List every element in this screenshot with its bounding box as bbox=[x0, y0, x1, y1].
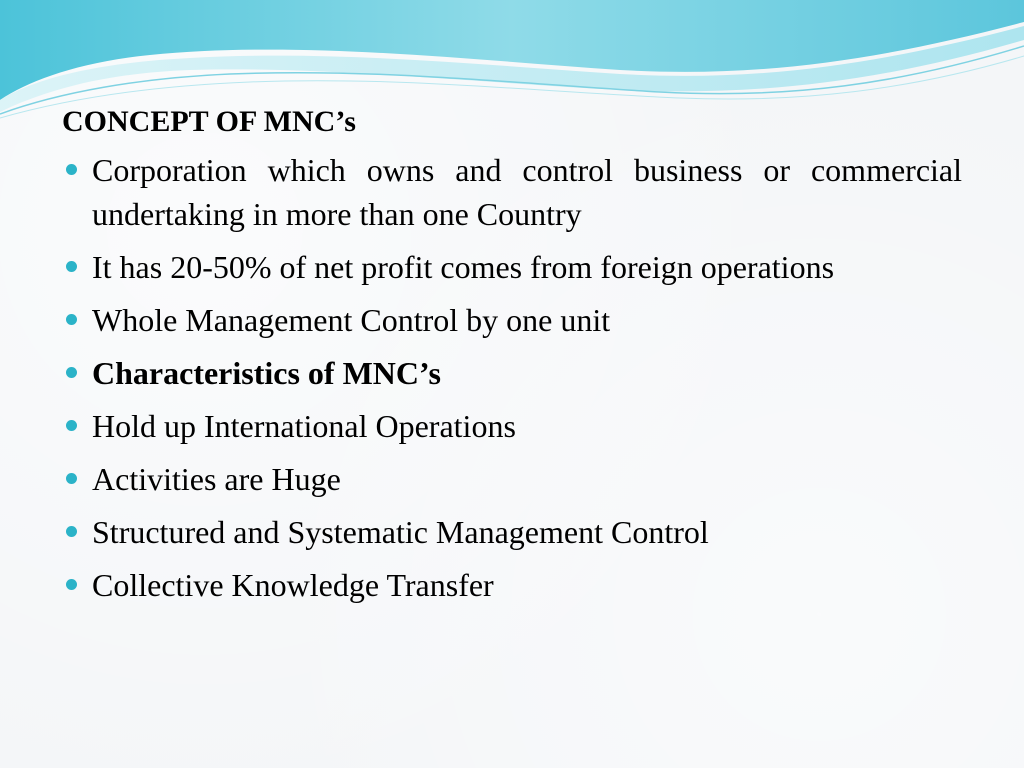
bullet-item bbox=[62, 148, 962, 236]
bullet-text: Hold up International Operations bbox=[92, 408, 516, 444]
slide-heading: CONCEPT OF MNC’s bbox=[62, 105, 356, 138]
bullet-text: It has 20-50% of net profit comes from foreign operations bbox=[92, 249, 835, 285]
bullet-text: Corporation which owns and control business or commercial undertaking in more than one Country bbox=[92, 152, 962, 232]
bullet-list bbox=[62, 148, 962, 607]
bullet-text: Collective Knowledge Transfer bbox=[92, 567, 494, 603]
bullet-text: Whole Management Control by one unit bbox=[92, 302, 611, 338]
bullet-dot-icon bbox=[66, 579, 77, 590]
bullet-text: Structured and Systematic Management Control bbox=[92, 514, 709, 550]
bullet-text: Characteristics of MNC’s bbox=[92, 355, 441, 391]
bullet-item bbox=[62, 510, 962, 554]
slide-content bbox=[62, 100, 962, 616]
bullet-dot-icon bbox=[66, 420, 77, 431]
bullet-dot-icon bbox=[66, 261, 77, 272]
bullet-item bbox=[62, 245, 962, 289]
bullet-dot-icon bbox=[66, 526, 77, 537]
bullet-item bbox=[62, 404, 962, 448]
bullet-dot-icon bbox=[66, 473, 77, 484]
bullet-dot-icon bbox=[66, 367, 77, 378]
bullet-item bbox=[62, 563, 962, 607]
wave-band-main bbox=[0, 0, 1024, 100]
bullet-text: Activities are Huge bbox=[92, 461, 341, 497]
bullet-item bbox=[62, 457, 962, 501]
bullet-dot-icon bbox=[66, 164, 77, 175]
bullet-item bbox=[62, 298, 962, 342]
bullet-dot-icon bbox=[66, 314, 77, 325]
bullet-item-subheading bbox=[62, 351, 962, 395]
